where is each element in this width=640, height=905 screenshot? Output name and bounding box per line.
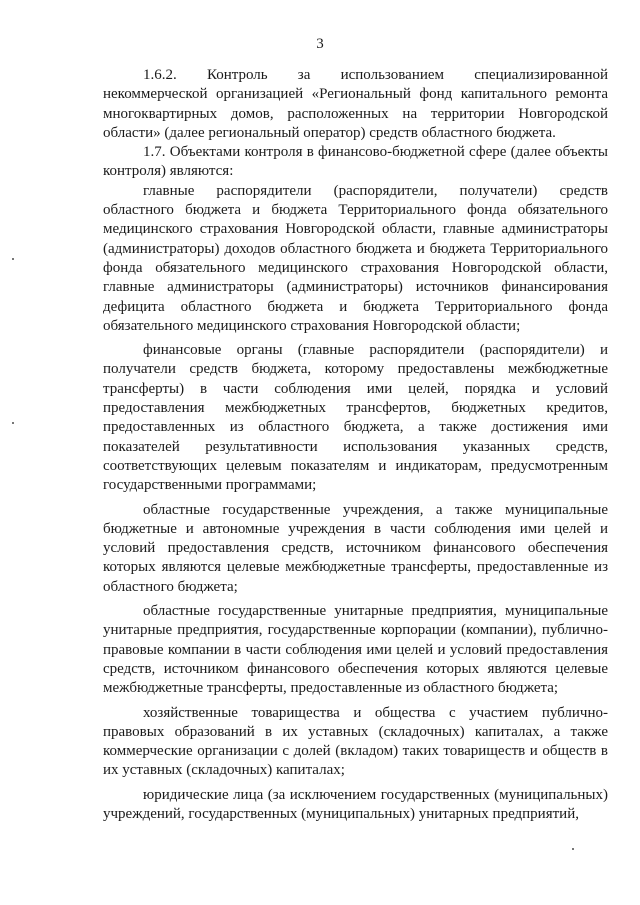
paragraph-1-6-2: 1.6.2. Контроль за использованием специализированной некоммерческой организацией «Региональный фонд капитального ремонта многоквартирных домов, расположенных на территории Новгородской области» (далее региональный оператор) средств областного бюджета. bbox=[103, 67, 608, 141]
scan-dot bbox=[12, 422, 14, 424]
list-item-main-budget-managers: главные распорядители (распорядители, получатели) средств областного бюджета и бюджета Территориального фонда обязательного медицинского страхования Новгородской области, главные администраторы (администраторы) доходов областного бюджета и бюджета Территориального фонда обязательного медицинского страхования Новгородской области, главные администраторы (администраторы) источников финансирования дефицита областного бюджета и бюджета Территориального фонда обязательного медицинского страхования Новгородской области; bbox=[103, 182, 608, 334]
list-item-business-partnerships: хозяйственные товарищества и общества с участием публично-правовых образований в их уставных (складочных) капиталах, а также коммерческие организации с долей (вкладом) таких товариществ и обществ в их уставных (складочных) капиталах; bbox=[103, 704, 608, 779]
scan-dot bbox=[572, 848, 574, 850]
list-item-state-institutions: областные государственные учреждения, а также муниципальные бюджетные и автономные учреждения в части соблюдения ими целей и условий предоставления средств, источником финансового обеспечения которых являются целевые межбюджетные трансферты, предоставленные из областного бюджета; bbox=[103, 501, 608, 595]
page-number: 3 bbox=[316, 36, 324, 52]
list-item-financial-bodies: финансовые органы (главные распорядители (распорядители) и получатели средств бюджета, которому предоставлены межбюджетные трансферты) в части соблюдения ими целей, порядка и условий предоставления межбюджетных трансфертов, бюджетных кредитов, предоставленных из областного бюджета, а также достижения ими показателей результативности использования указанных средств, соответствующих целевым показателям и индикаторам, предусмотренным государственными программами; bbox=[103, 342, 608, 494]
list-item-unitary-enterprises: областные государственные унитарные предприятия, муниципальные унитарные предприятия, государственные корпорации (компании), публично-правовые компании в части соблюдения ими целей и условий предоставления средств, источником финансового обеспечения которых являются целевые межбюджетные трансферты, предоставленные из областного бюджета; bbox=[103, 603, 608, 697]
list-item-legal-entities: юридические лица (за исключением государственных (муниципальных) учреждений, государственных (муниципальных) унитарных предприятий, bbox=[103, 786, 608, 822]
paragraph-1-7: 1.7. Объектами контроля в финансово-бюджетной сфере (далее объекты контроля) являются: bbox=[103, 144, 608, 180]
scan-dot bbox=[12, 258, 14, 260]
document-body bbox=[103, 66, 608, 824]
